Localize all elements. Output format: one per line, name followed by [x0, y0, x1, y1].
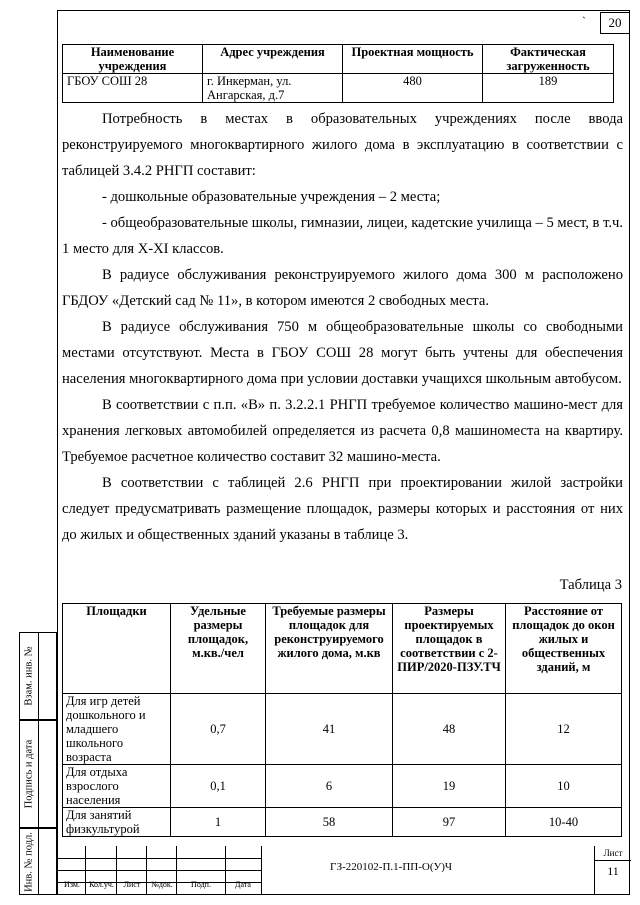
top-mark: ` — [582, 14, 586, 28]
table-header-cell: Площадки — [63, 604, 171, 694]
paragraph: В радиусе обслуживания реконструируемого жилого дома 300 м расположено ГБДОУ «Детский сад № 11», в котором имеются 2 свободных места. — [62, 267, 623, 309]
sheet-box — [594, 846, 631, 895]
side-stamp-replacement — [19, 632, 57, 720]
table-cell: Для отдыха взрослого населения — [63, 765, 171, 808]
side-stamp-inventory — [19, 828, 57, 895]
table-cell: 58 — [266, 808, 393, 837]
sheet-label: Лист — [595, 846, 631, 861]
stamp-header: Дата — [235, 880, 251, 889]
table-cell: 48 — [393, 694, 506, 765]
table-cell: 480 — [343, 74, 483, 103]
table-header-cell: Требуемые размеры площадок для реконструируемого жилого дома, м.кв — [266, 604, 393, 694]
table-cell: 189 — [483, 74, 614, 103]
table-cell: 0,1 — [171, 765, 266, 808]
table-header-cell: Проектная мощность — [343, 45, 483, 74]
table-caption: Таблица 3 — [559, 577, 622, 593]
stamp-header: Изм. — [64, 880, 80, 889]
table-cell: ГБОУ СОШ 28 — [63, 74, 203, 103]
side-label: Взам. инв. № — [23, 646, 35, 706]
table-header-cell: Удельные размеры площадок, м.кв./чел — [171, 604, 266, 694]
paragraph: - дошкольные образовательные учреждения – 2 места; — [102, 189, 441, 205]
paragraph: В соответствии с п.п. «В» п. 3.2.2.1 РНГП требуемое количество машино-мест для хранения легковых автомобилей определяется из расчета 0,8 машиноместа на квартиру. Требуемое расчетное количество составит 32 машино-места. — [62, 397, 623, 465]
side-label: Инв. № подл. — [23, 831, 35, 892]
paragraph: В соответствии с таблицей 2.6 РНГП при проектировании жилой застройки следует предусматривать размещение площадок, размеры которых и расстояния от них до жилых и общественных зданий указаны в таблице 3. — [62, 475, 623, 543]
stamp-header: №док. — [151, 880, 173, 889]
page-number: 20 — [600, 12, 630, 34]
document-code: ГЗ-220102-П.1-ПП-О(У)Ч — [330, 861, 453, 873]
table-cell: 10-40 — [506, 808, 622, 837]
table-header-cell: Фактическая загруженность — [483, 45, 614, 74]
table-row — [63, 808, 622, 837]
table-cell: 12 — [506, 694, 622, 765]
table-cell: 6 — [266, 765, 393, 808]
table-row — [63, 74, 614, 103]
table-cell: 97 — [393, 808, 506, 837]
table-cell: 1 — [171, 808, 266, 837]
paragraph: В радиусе обслуживания 750 м общеобразовательные школы со свободными местами отсутствуют. Места в ГБОУ СОШ 28 могут быть учтены для обеспечения населения многоквартирного дома при условии доставки учащихся школьным автобусом. — [62, 319, 623, 387]
side-label: Подпись и дата — [23, 739, 35, 809]
side-stamp-signature — [19, 720, 57, 828]
sheet-number: 11 — [607, 864, 619, 878]
table-cell: 19 — [393, 765, 506, 808]
document-body — [62, 106, 623, 548]
stamp-header: Кол.уч. — [89, 880, 114, 889]
table-header-cell: Адрес учреждения — [203, 45, 343, 74]
table-cell: 10 — [506, 765, 622, 808]
table-cell: 41 — [266, 694, 393, 765]
playgrounds-table — [62, 603, 622, 837]
table-cell: 0,7 — [171, 694, 266, 765]
table-row — [63, 694, 622, 765]
table-cell: г. Инкерман, ул. Ангарская, д.7 — [203, 74, 343, 103]
institution-table — [62, 44, 614, 103]
table-row — [63, 765, 622, 808]
table-header-cell: Размеры проектируемых площадок в соответствии с 2-ПИР/2020-ПЗУ.ТЧ — [393, 604, 506, 694]
table-cell: Для игр детей дошкольного и младшего школьного возраста — [63, 694, 171, 765]
table-header-row — [63, 604, 622, 694]
paragraph: - общеобразовательные школы, гимназии, лицеи, кадетские училища – 5 мест, в т.ч. 1 место для X-XI классов. — [62, 215, 623, 257]
paragraph: Потребность в местах в образовательных учреждениях после ввода реконструируемого многоквартирного жилого дома в эксплуатацию в соответствии с таблицей 3.4.2 РНГП составит: — [62, 111, 623, 179]
table-header-cell: Расстояние от площадок до окон жилых и общественных зданий, м — [506, 604, 622, 694]
stamp-header: Лист — [123, 880, 141, 889]
stamp-header: Подп. — [191, 880, 211, 889]
table-header-cell: Наименование учреждения — [63, 45, 203, 74]
table-cell: Для занятий физкультурой — [63, 808, 171, 837]
table-header-row — [63, 45, 614, 74]
